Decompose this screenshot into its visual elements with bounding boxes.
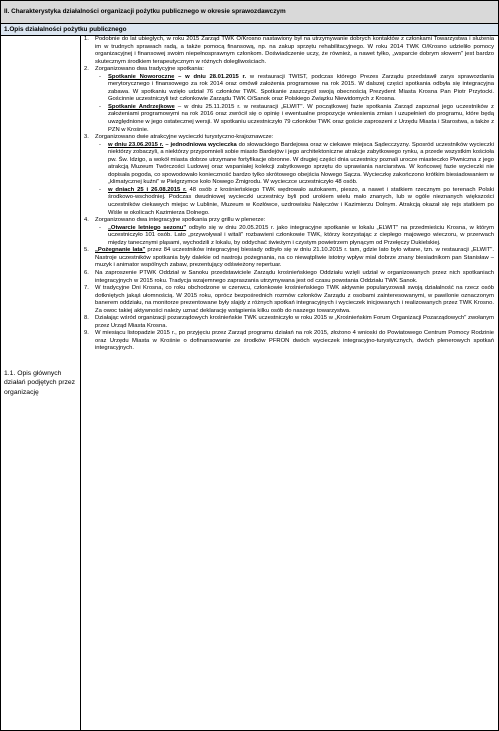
- list-item: [82, 330, 494, 353]
- sub-list: [95, 74, 494, 134]
- section-title: II. Charakterystyka działalności organizacji pożytku publicznego w okresie sprawozdawczym: [1, 1, 498, 24]
- list-item: [82, 247, 494, 270]
- sub-item-body: w restauracji TWIST, podczas którego Prezes Zarządu przedstawił zarys sprawozdania merytorycznego i finansowego za rok 2014 oraz omówił założenia programowe na rok 2015. W dalszej części spotkania odbyła się integracyjna zabawa. W spotkaniu wzięło udział 76 członków TWK. Spotkanie zaszczycił swoją obecnością Prezydent Miasta Krosna Pan Piotr Przytocki. Gościnnie uczestniczyli też członkowie Zarządu TWK O/Sanok oraz Polskiego Związku Niewidomych z Krosna.: [108, 73, 494, 103]
- sub-item-highlight: w dniu 23.06.2015 r.: [108, 141, 164, 148]
- item-number: 7.: [84, 285, 89, 292]
- sub-item-body: 48 osób z krośnieńskiego TWK wędrowało autokarem, pieszo, a nawet i statkiem rzecznym po terenach Polski środkowo-wschodniej. Podczas dwudniowej wycieczki uczestnicy byli pod urokiem wielu mało znanych, lub w ogóle nieznanych większości uczestników ciekawych miejsc w Lublinie, Muzeum w Kozłówce, uzdrowisku Nałęczów i Kazimierzu Dolnym. Atrakcją okazał się rejs statkiem po Wiśle w okolicach Kazimierza Dolnego.: [108, 186, 494, 216]
- item-text: [95, 36, 494, 66]
- item-body: przez 84 uczestników integracyjnej biesiady odbyło się w dniu 21.10.2015 r. tam, gdzie lato było witane, tzn. w restauracji „ELWIT". Nastroje uczestników spotkania były dalekie od nastroju pożegnania, na co niewątpliwie istotny wpływ miał dobrze znany biesiadnikom pan Stanisław – muzyk i animator wspólnych zabaw, prezentujący odświeżony repertuar.: [95, 247, 495, 269]
- list-item: [82, 270, 494, 285]
- item-body: Zorganizowano dwa integracyjne spotkania przy grillu w plenerze:: [95, 217, 266, 224]
- list-item: [82, 134, 494, 217]
- item-number: 2.: [84, 66, 89, 73]
- item-number: 6.: [84, 269, 89, 276]
- subsection-title: 1.Opis działalności pożytku publicznego: [1, 24, 498, 36]
- item-text: [95, 247, 494, 270]
- sub-list: [95, 142, 494, 217]
- sub-item-highlight: Spotkanie Noworoczne: [108, 73, 175, 80]
- sub-list-item: [95, 225, 494, 248]
- row-label: 1.1. Opis głównych działań podjętych przez organizację: [4, 369, 76, 396]
- item-text: [95, 66, 494, 74]
- row-label-cell: [1, 36, 81, 730]
- item-body: W miesiącu listopadzie 2015 r., po przyjęciu przez Zarząd programu działań na rok 2015, złożono 4 wnioski do Powiatowego Centrum Pomocy Rodzinie oraz Urzędu Miasta w Krośnie o dofinansowanie ze środków PFRON dwóch wycieczek integracyjno-turystycznych, dwóch plenerowych spotkań integracyjnych.: [95, 330, 494, 352]
- description-row: [1, 36, 498, 730]
- activities-description: [82, 36, 496, 730]
- item-body: Zorganizowano dwie atrakcyjne wycieczki turystyczno-krajoznawcze:: [95, 134, 274, 141]
- activities-list: [82, 36, 496, 353]
- sub-list-item: [95, 187, 494, 217]
- item-number: 9.: [84, 330, 89, 337]
- item-body: W tradycyjne Dni Krosna, co roku obchodzone w czerwcu, członkowie krośnieńskiego TWK aktywnie popularyzowali swoją działalność na rzecz osób dotkniętych jakąś ułomnością. W 2015 roku, oprócz bezpośrednich rozmów członków Zarządu z osobami zainteresowanymi, w pawilonie oznaczonym banerem oddziału, na monitorze prezentowane były slajdy z różnych spotkań integracyjnych i wycieczek inicjowanych i realizowanych przez TWK Krosno. Za owoc takiej aktywności należy uznać deklarację wstąpienia kilku osób do naszego towarzystwa.: [95, 285, 494, 314]
- sub-item-body: odbyło się w dniu 20.05.2015 r. jako integracyjne spotkanie w lokalu „ELWIT" na przedmieściu Krosna, w którym uczestniczyło 101 osób. Lato „przywoływał i witali" rozbawieni członkowie TWK, którzy korzystając z ciepłego majowego wieczoru, w przerwach między tanecznymi pląsami, wychodzili z lokalu, by oddychać świeżym i czystym powietrzem płynącym od Przełęczy Dukielskiej.: [108, 224, 494, 246]
- item-number: 8.: [84, 315, 89, 322]
- item-highlight: „Pożegnanie lata": [95, 247, 146, 254]
- sub-item-body: – w dniu 25.11.2015 r. w restauracji „ELWIT". W początkowej fazie spotkania Zarząd zapoznał jego uczestników z założeniami programowymi na rok 2016 oraz zwrócił się o opinię i ewentualne propozycje wniesienia zmian i uzupełnień do programu, które będą uwzględnione w jego ostatecznej wersji. W spotkaniu uczestniczyło 79 członków TWK oraz goście zaproszeni z Urzędu Miasta i Starostwa, a także z PZN w Krośnie.: [108, 103, 494, 133]
- list-item: [82, 36, 494, 66]
- item-body: Podobnie do lat ubiegłych, w roku 2015 Zarząd TWK O/Krosno nastawiony był na utrzymywanie dobrych kontaktów z członkami Towarzystwa i służenia im w trudnych sprawach radą, a także pomocą finansową, np. na zakup sprzętu rehabilitacyjnego. W roku 2014 TWK O/Krosno udzieliło pomocy organizacyjnej i finansowej swoim niepełnosprawnym członkom. Doświadczenie uczy, że również, a nawet tyłko, „wsparcie dobrym słowem" jest bardzo skutecznym środkiem terapeutycznym w różnych dolegliwościach.: [95, 36, 494, 65]
- item-text: [95, 315, 494, 330]
- sub-list: [95, 225, 494, 248]
- sub-item-highlight: w dniach 25 i 26.08.2015 r.: [108, 186, 187, 193]
- list-item: [82, 315, 494, 330]
- item-number: 3.: [84, 134, 89, 141]
- item-number: 5.: [84, 247, 89, 254]
- item-text: [95, 217, 494, 225]
- list-item: [82, 285, 494, 315]
- list-item: [82, 66, 494, 134]
- sub-item-highlight: „Otwarcie letniego sezonu": [108, 224, 187, 231]
- item-body: Zorganizowano dwa tradycyjne spotkania:: [95, 66, 204, 73]
- sub-list-item: [95, 74, 494, 104]
- sub-item-highlight: Spotkanie Andrzejkowe: [108, 103, 175, 110]
- item-text: [95, 134, 494, 142]
- sub-item-emphasis: – jednodniowa wycieczka: [163, 141, 237, 148]
- sub-item-emphasis: – w dniu 28.01.2015 r.: [174, 73, 247, 80]
- item-body: Na zaproszenie PTWK Oddział w Sanoku przedstawiciele Zarządu krośnieńskiego Oddziału wzięli udział w organizowanych przez nich spotkaniach integracyjnych w 2015 roku. Tradycja wzajemnego zapraszania utrzymywana jest od czasu powstania Oddziału TWK Sanok.: [95, 269, 494, 284]
- sub-list-item: [95, 142, 494, 187]
- item-number: 1.: [84, 36, 89, 42]
- item-body: Działając wśród organizacji pozarządowych krośnieńskie TWK uczestniczyło w roku 2015 w „Krośnieńskim Forum Organizacji Pozarządowych" zwołanym przez Urząd Miasta Krosna.: [95, 315, 494, 329]
- item-text: [95, 285, 494, 315]
- item-text: [95, 270, 494, 285]
- sub-item-body: do słowackiego Bardejowa oraz w ciekawe miejsca Sądecczyzny. Sposród uczestników wycieczki niektórzy zobaczyli, a niektórzy przypomnieli sobie miasto Bardejów i jego architektoniczne atrakcje zabytkowego rynku, a przede wszystkim kościoła pw. Św. Idzigo, a wokół miasta dobrze utrzymane fortyfikacje obronne. W drugiej części dnia uczestnicy poznali urocze miasteczko Piwniczna z jego atrakcją Muzeum Twórczości Ludowej oraz wspaniałej kolekcji zabytkowego sprzętu do uprawiania narciarstwa. W końcowej fazie wycieczki nie dopisała pogoda, co spowodowało konieczność bardzo tylko skrótowego obejścia Nowego Sącza. Wycieczkę zakończono krótkim biesiadowaniem w „klimatycznej kuźni" w Pielgrzymce koło Nowego Żmigrodu. W wycieczce uczestniczyło 48 osób.: [108, 141, 494, 186]
- list-item: [82, 217, 494, 247]
- item-number: 4.: [84, 217, 89, 224]
- item-text: [95, 330, 494, 353]
- sub-list-item: [95, 104, 494, 134]
